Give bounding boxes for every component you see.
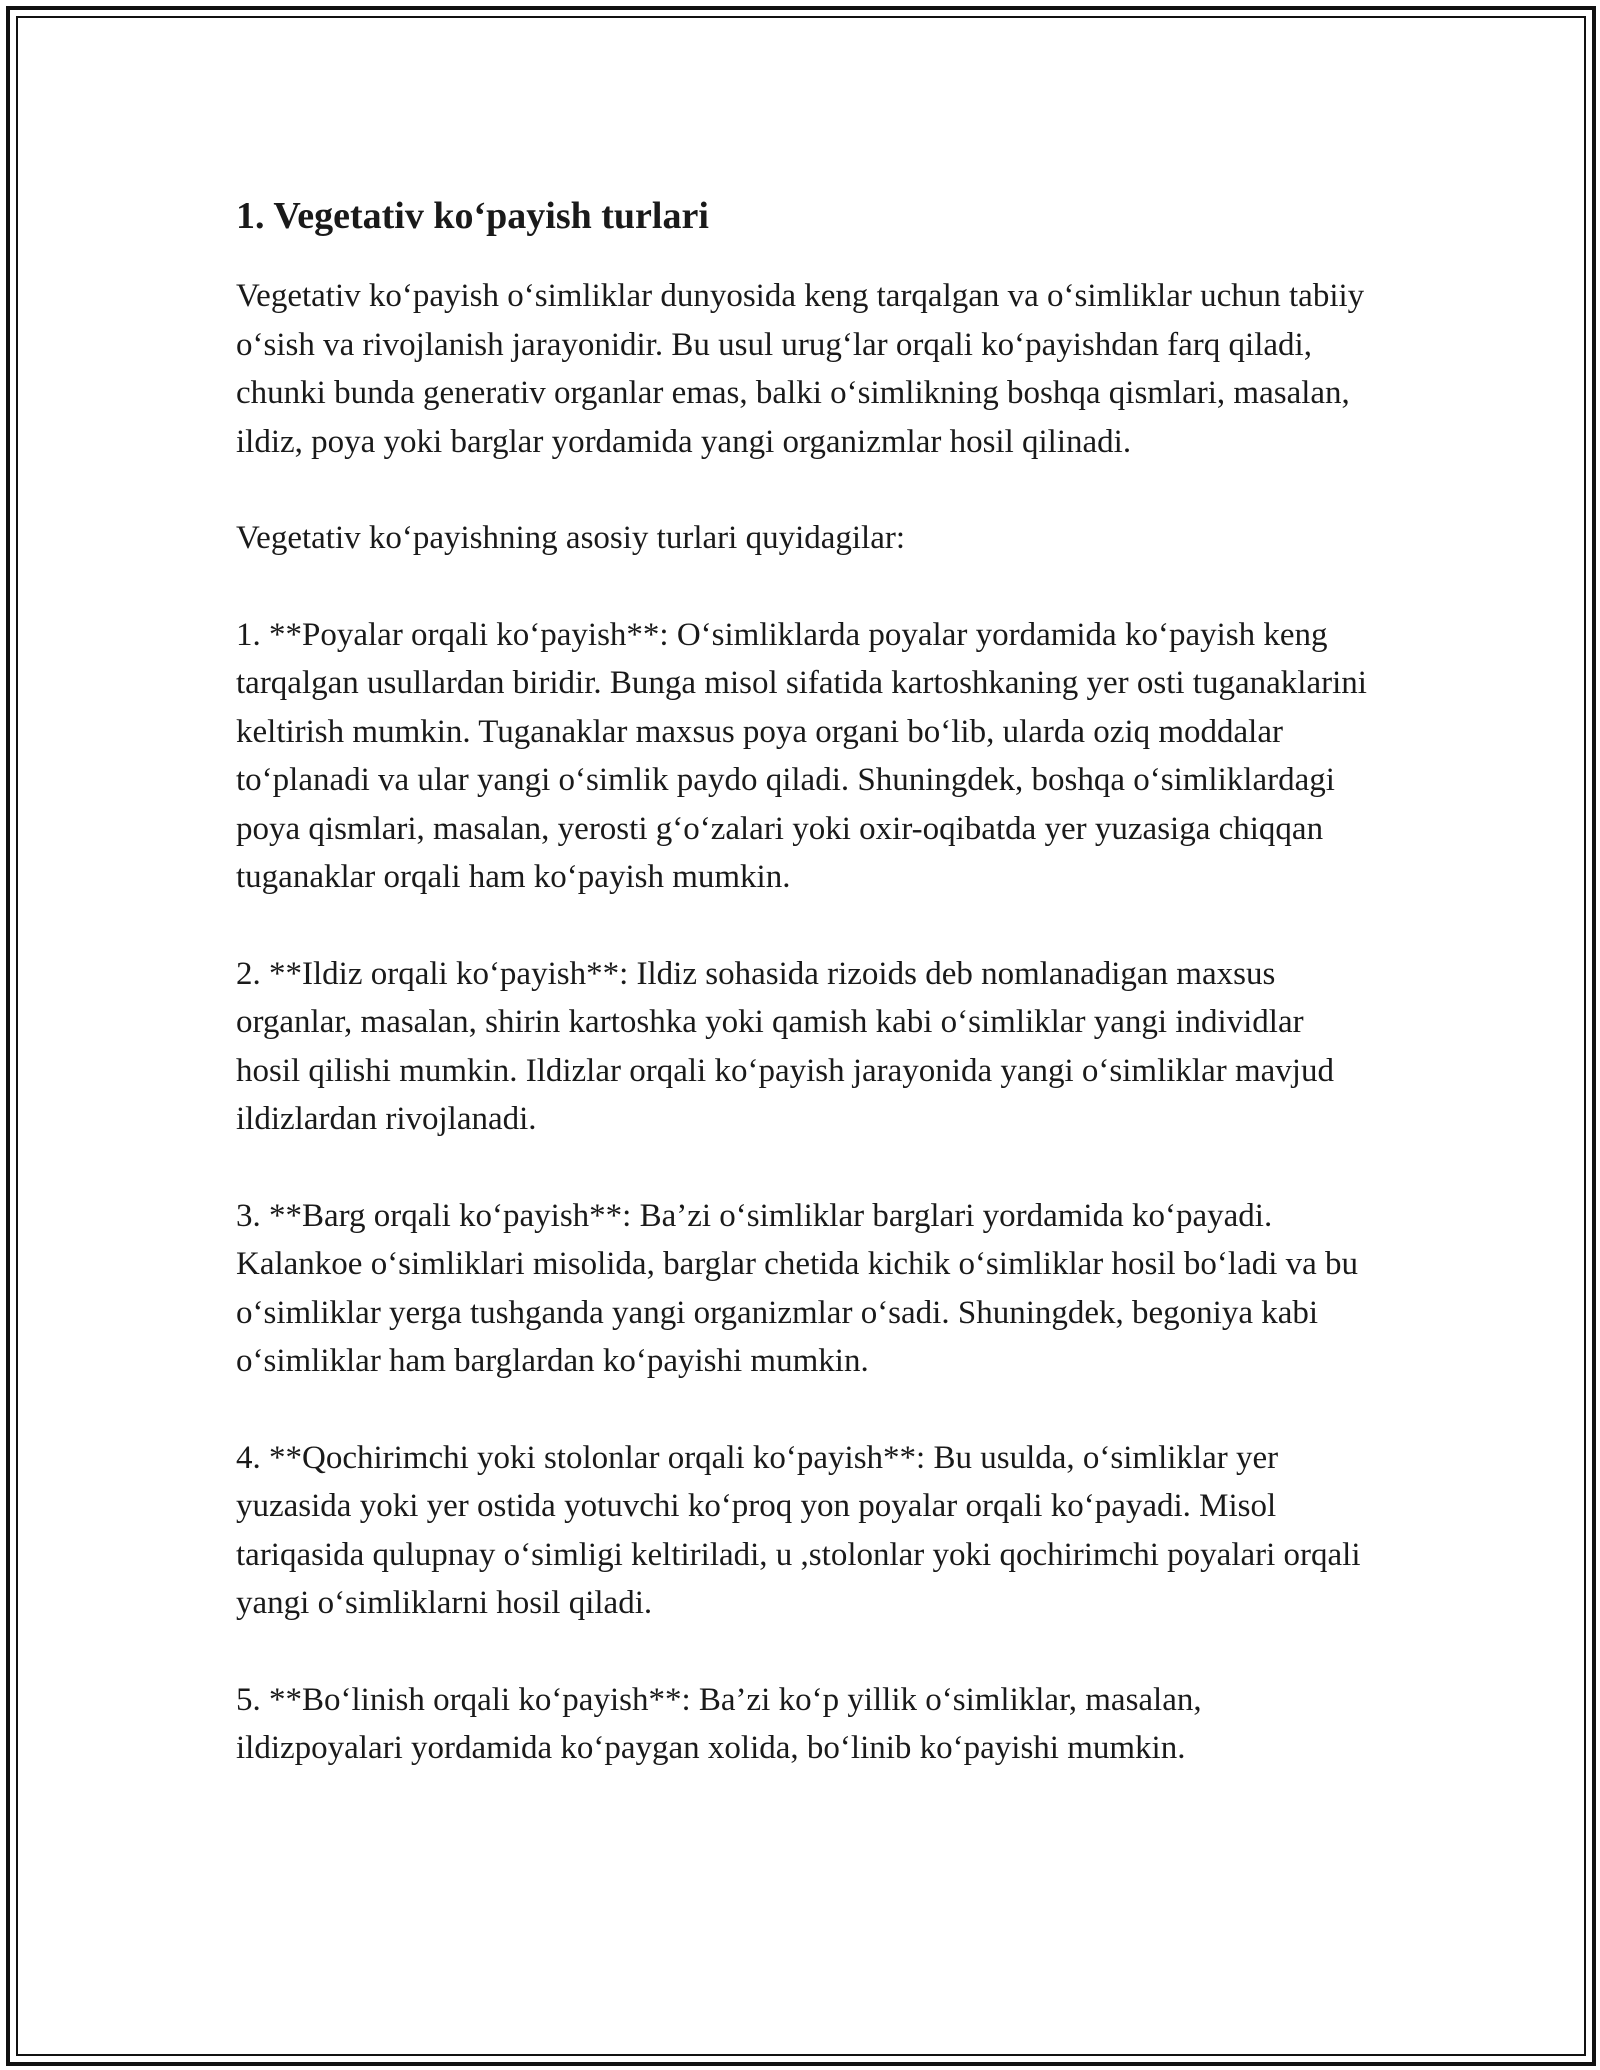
- section-title: 1. Vegetativ ko‘payish turlari: [236, 195, 709, 237]
- list-item-root-propagation: 2. **Ildiz orqali ko‘payish**: Ildiz sohasida rizoids deb nomlanadigan maxsus organlar, masalan, shirin kartoshka yoki qamish kabi o‘simliklar yangi individlar hosil qilishi mumkin. Ildizlar orqali ko‘payish jarayonida yangi o‘simliklar mavjud ildizlardan rivojlanadi.: [236, 955, 1334, 1137]
- document-page: [236, 188, 1376, 1821]
- list-item-stolon-propagation: 4. **Qochirimchi yoki stolonlar orqali ko‘payish**: Bu usulda, o‘simliklar yer yuzasida yoki yer ostida yotuvchi ko‘proq yon poyalar orqali ko‘payadi. Misol tariqasida qulupnay o‘simligi keltiriladi, u ,stolonlar yoki qochirimchi poyalari orqali yangi o‘simliklarni hosil qiladi.: [236, 1439, 1361, 1621]
- list-item-division-propagation: 5. **Bo‘linish orqali ko‘payish**: Ba’zi ko‘p yillik o‘simliklar, masalan, ildizpoyalari yordamida ko‘paygan xolida, bo‘linib ko‘payishi mumkin.: [236, 1681, 1202, 1766]
- intro-paragraph: Vegetativ ko‘payish o‘simliklar dunyosida keng tarqalgan va o‘simliklar uchun tabiiy o‘sish va rivojlanish jarayonidir. Bu usul urug‘lar orqali ko‘payishdan farq qiladi, chunki bunda generativ organlar emas, balki o‘simlikning boshqa qismlari, masalan, ildiz, poya yoki barglar yordamida yangi organizmlar hosil qilinadi.: [236, 278, 1365, 460]
- list-item-leaf-propagation: 3. **Barg orqali ko‘payish**: Ba’zi o‘simliklar barglari yordamida ko‘payadi. Kalankoe o‘simliklari misolida, barglar chetida kichik o‘simliklar hosil bo‘ladi va bu o‘simliklar yerga tushganda yangi organizmlar o‘sadi. Shuningdek, begoniya kabi o‘simliklar ham barglardan ko‘payishi mumkin.: [236, 1197, 1359, 1379]
- types-intro-paragraph: Vegetativ ko‘payishning asosiy turlari quyidagilar:: [236, 520, 906, 556]
- list-item-stem-propagation: 1. **Poyalar orqali ko‘payish**: O‘simliklarda poyalar yordamida ko‘payish keng tarqalgan usullardan biridir. Bunga misol sifatida kartoshkaning yer osti tuganaklarini keltirish mumkin. Tuganaklar maxsus poya organi bo‘lib, ularda oziq moddalar to‘planadi va ular yangi o‘simlik paydo qiladi. Shuningdek, boshqa o‘simliklardagi poya qismlari, masalan, yerosti g‘o‘zalari yoki oxir-oqibatda yer yuzasiga chiqqan tuganaklar orqali ham ko‘payish mumkin.: [236, 616, 1367, 895]
